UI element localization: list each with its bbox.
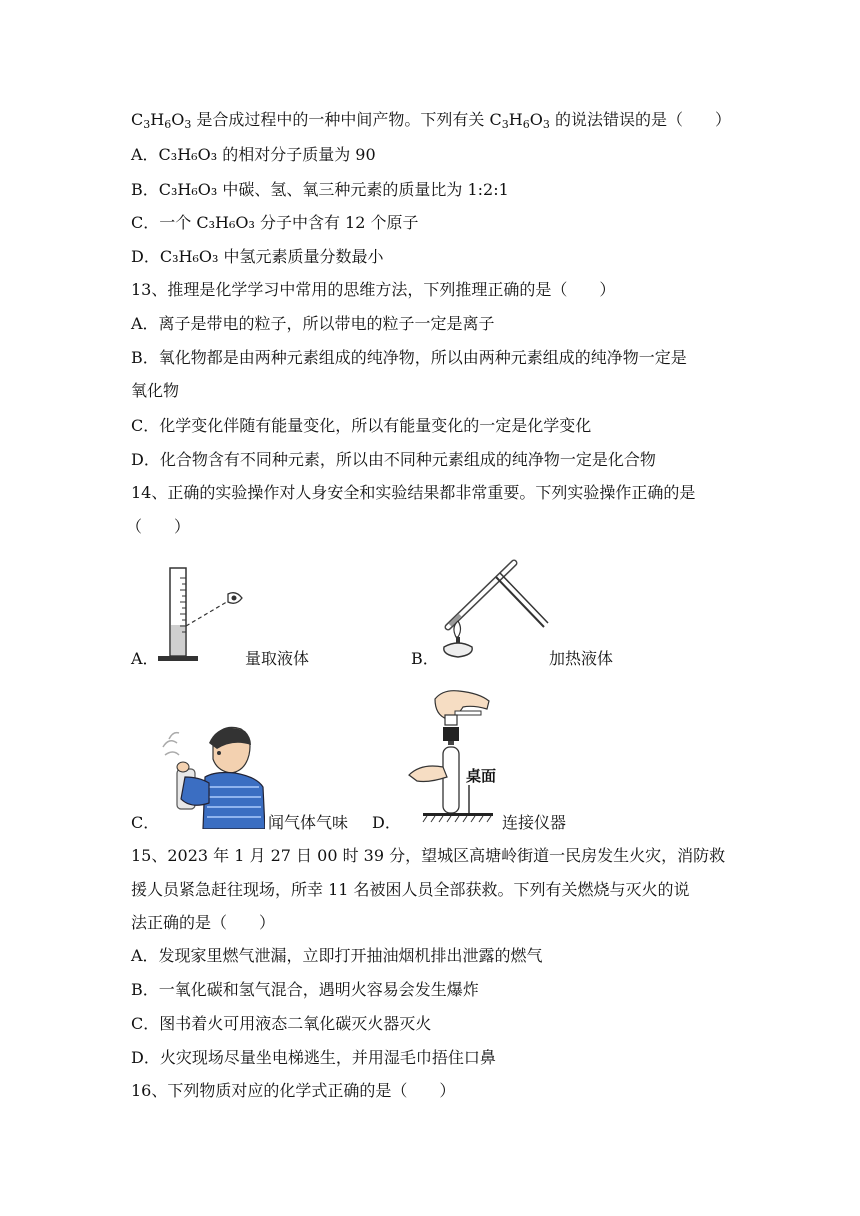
q14-option-a[interactable]: A．	[131, 649, 159, 668]
q15-stem-line3: 法正确的是（ ）	[131, 913, 276, 932]
connecting-apparatus-figure	[405, 685, 495, 830]
q14-option-d[interactable]: D．	[372, 813, 401, 832]
q15-option-a[interactable]: A．发现家里燃气泄漏，立即打开抽油烟机排出泄露的燃气	[131, 946, 543, 965]
q12-option-c[interactable]: C．一个 C₃H₆O₃ 分子中含有 12 个原子	[131, 213, 419, 232]
q13-option-a[interactable]: A．离子是带电的粒子，所以带电的粒子一定是离子	[131, 314, 495, 333]
q14-option-c[interactable]: C．	[131, 813, 160, 832]
desk-label: 桌面	[466, 767, 497, 785]
q16-stem: 16、下列物质对应的化学式正确的是（ ）	[131, 1081, 456, 1100]
q14-option-b[interactable]: B．	[411, 649, 439, 668]
heating-liquid-figure	[436, 555, 551, 667]
q13-option-b-line1[interactable]: B．氧化物都是由两种元素组成的纯净物，所以由两种元素组成的纯净物一定是	[131, 348, 687, 367]
q15-option-c[interactable]: C．图书着火可用液态二氧化碳灭火器灭火	[131, 1014, 432, 1033]
q13-option-b-line2[interactable]: 氧化物	[131, 381, 180, 400]
q12-option-a[interactable]: A．C₃H₆O₃ 的相对分子质量为 90	[131, 145, 376, 164]
q12-option-d[interactable]: D．C₃H₆O₃ 中氢元素质量分数最小	[131, 247, 384, 266]
q15-stem-line1: 15、2023 年 1 月 27 日 00 时 39 分，望城区高塘岭街道一民房发生火灾，消防救	[131, 846, 726, 865]
q14-stem-line1: 14、正确的实验操作对人身安全和实验结果都非常重要。下列实验操作正确的是	[131, 483, 696, 502]
q15-option-b[interactable]: B．一氧化碳和氢气混合，遇明火容易会发生爆炸	[131, 980, 479, 999]
q14-stem-line2: （ ）	[126, 517, 191, 536]
q12-stem: $C_3H_6O_3$ 是合成过程中的一种中间产物。下列有关 $C_3H_6O_3$ 的说法错误的是（ ）	[131, 110, 731, 131]
smelling-gas-figure	[155, 717, 265, 829]
graduated-cylinder-figure	[150, 560, 250, 665]
q14-caption-d: 连接仪器	[502, 813, 567, 832]
q14-caption-a: 量取液体	[245, 649, 310, 668]
q13-option-c[interactable]: C．化学变化伴随有能量变化，所以有能量变化的一定是化学变化	[131, 416, 592, 435]
q12-option-b[interactable]: B．C₃H₆O₃ 中碳、氢、氧三种元素的质量比为 1:2:1	[131, 180, 509, 199]
q15-option-d[interactable]: D．火灾现场尽量坐电梯逃生，并用湿毛巾捂住口鼻	[131, 1048, 496, 1067]
q14-caption-b: 加热液体	[549, 649, 614, 668]
q15-stem-line2: 援人员紧急赶往现场，所幸 11 名被困人员全部获救。下列有关燃烧与灭火的说	[131, 880, 690, 899]
q13-option-d[interactable]: D．化合物含有不同种元素，所以由不同种元素组成的纯净物一定是化合物	[131, 450, 656, 469]
q14-caption-c: 闻气体气味	[268, 813, 349, 832]
q13-stem: 13、推理是化学学习中常用的思维方法，下列推理正确的是（ ）	[131, 280, 616, 299]
